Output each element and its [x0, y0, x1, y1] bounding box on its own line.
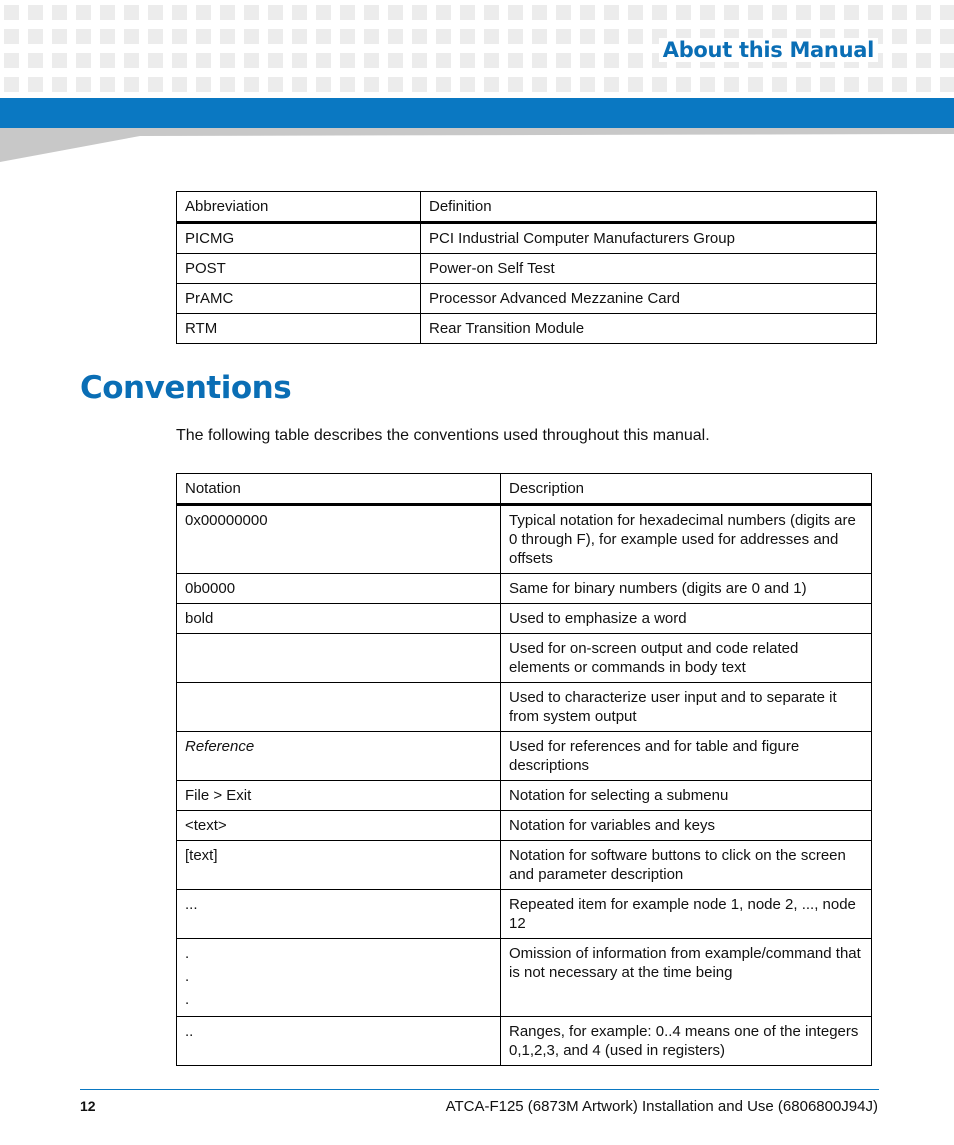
conventions-table	[176, 473, 872, 1066]
pattern-square	[628, 5, 643, 20]
pattern-square	[4, 29, 19, 44]
omission-dot: .	[185, 991, 190, 1008]
pattern-square	[76, 53, 91, 68]
notation-cell: ..	[177, 1017, 501, 1066]
pattern-square	[652, 77, 667, 92]
pattern-square	[868, 77, 883, 92]
description-cell: Typical notation for hexadecimal numbers (digits are 0 through F), for example used for addresses and offsets	[501, 505, 872, 574]
pattern-square	[388, 29, 403, 44]
pattern-square	[412, 77, 427, 92]
pattern-square	[100, 53, 115, 68]
pattern-square	[316, 77, 331, 92]
pattern-square	[436, 53, 451, 68]
pattern-square	[244, 5, 259, 20]
pattern-square	[508, 53, 523, 68]
pattern-square	[892, 5, 907, 20]
pattern-square	[916, 29, 931, 44]
pattern-square	[868, 5, 883, 20]
pattern-square	[628, 77, 643, 92]
pattern-square	[460, 53, 475, 68]
pattern-square	[340, 29, 355, 44]
notation-cell	[177, 683, 501, 732]
pattern-square	[796, 77, 811, 92]
pattern-square	[28, 29, 43, 44]
description-cell: Notation for software buttons to click on the screen and parameter description	[501, 841, 872, 890]
pattern-square	[436, 29, 451, 44]
pattern-square	[172, 5, 187, 20]
pattern-square	[316, 29, 331, 44]
omission-dot: .	[185, 968, 190, 985]
pattern-square	[748, 5, 763, 20]
pattern-square	[412, 29, 427, 44]
pattern-square	[772, 77, 787, 92]
pattern-square	[412, 5, 427, 20]
pattern-square	[172, 77, 187, 92]
page-number: 12	[80, 1098, 96, 1114]
description-cell: Same for binary numbers (digits are 0 and 1)	[501, 574, 872, 604]
pattern-square	[556, 29, 571, 44]
pattern-square	[196, 29, 211, 44]
pattern-square	[604, 29, 619, 44]
pattern-square	[916, 77, 931, 92]
pattern-square	[892, 77, 907, 92]
pattern-square	[484, 77, 499, 92]
pattern-square	[292, 77, 307, 92]
pattern-square	[172, 29, 187, 44]
table-row	[177, 781, 872, 811]
pattern-square	[124, 5, 139, 20]
pattern-square	[820, 5, 835, 20]
pattern-square	[4, 77, 19, 92]
conventions-intro: The following table describes the conventions used throughout this manual.	[176, 427, 710, 444]
pattern-square	[340, 53, 355, 68]
pattern-square	[124, 53, 139, 68]
footer-divider	[80, 1089, 879, 1090]
pattern-square	[748, 77, 763, 92]
table-row	[177, 634, 872, 683]
notation-cell: [text]	[177, 841, 501, 890]
pattern-square	[916, 5, 931, 20]
pattern-square	[268, 5, 283, 20]
pattern-square	[364, 29, 379, 44]
pattern-square	[580, 77, 595, 92]
notation-cell	[177, 939, 501, 1017]
pattern-square	[148, 5, 163, 20]
table-header-row	[177, 192, 877, 223]
pattern-square	[292, 53, 307, 68]
pattern-square	[532, 77, 547, 92]
table-row	[177, 284, 877, 314]
pattern-square	[940, 77, 954, 92]
pattern-square	[4, 53, 19, 68]
description-cell: Notation for selecting a submenu	[501, 781, 872, 811]
pattern-square	[724, 77, 739, 92]
section-title: About this Manual	[659, 38, 878, 62]
notation-cell: File > Exit	[177, 781, 501, 811]
pattern-square	[196, 53, 211, 68]
omission-dot: .	[185, 945, 190, 962]
pattern-square	[364, 5, 379, 20]
pattern-square	[652, 5, 667, 20]
pattern-square	[580, 53, 595, 68]
pattern-square	[604, 53, 619, 68]
pattern-square	[52, 29, 67, 44]
pattern-square	[196, 5, 211, 20]
pattern-square	[724, 5, 739, 20]
column-header-description: Description	[501, 474, 872, 505]
abbreviation-cell: RTM	[177, 314, 421, 344]
pattern-square	[820, 77, 835, 92]
pattern-square	[268, 77, 283, 92]
pattern-square	[100, 77, 115, 92]
table-row	[177, 732, 872, 781]
pattern-square	[532, 53, 547, 68]
notation-cell	[177, 634, 501, 683]
description-cell: Omission of information from example/command that is not necessary at the time being	[501, 939, 872, 1017]
description-cell: Used to emphasize a word	[501, 604, 872, 634]
pattern-square	[52, 5, 67, 20]
pattern-square	[388, 5, 403, 20]
pattern-square	[532, 5, 547, 20]
pattern-square	[412, 53, 427, 68]
pattern-square	[76, 29, 91, 44]
notation-cell: bold	[177, 604, 501, 634]
column-header-notation: Notation	[177, 474, 501, 505]
description-cell: Repeated item for example node 1, node 2, ..., node 12	[501, 890, 872, 939]
pattern-square	[100, 29, 115, 44]
header-blue-bar	[0, 98, 954, 128]
column-header-abbreviation: Abbreviation	[177, 192, 421, 223]
table-row	[177, 505, 872, 574]
table-row	[177, 841, 872, 890]
pattern-square	[340, 5, 355, 20]
pattern-square	[508, 29, 523, 44]
pattern-square	[484, 53, 499, 68]
pattern-square	[364, 77, 379, 92]
description-cell: Used to characterize user input and to separate it from system output	[501, 683, 872, 732]
table-row	[177, 1017, 872, 1066]
pattern-square	[580, 29, 595, 44]
abbreviation-table	[176, 191, 877, 344]
pattern-square	[388, 77, 403, 92]
definition-cell: PCI Industrial Computer Manufacturers Group	[421, 223, 877, 254]
pattern-square	[436, 77, 451, 92]
pattern-square	[220, 29, 235, 44]
pattern-square	[340, 77, 355, 92]
pattern-square	[484, 29, 499, 44]
pattern-square	[364, 53, 379, 68]
pattern-square	[916, 53, 931, 68]
definition-cell: Rear Transition Module	[421, 314, 877, 344]
notation-cell: ...	[177, 890, 501, 939]
table-row	[177, 254, 877, 284]
table-row	[177, 604, 872, 634]
pattern-square	[508, 77, 523, 92]
definition-cell: Power-on Self Test	[421, 254, 877, 284]
pattern-square	[700, 5, 715, 20]
pattern-square	[796, 5, 811, 20]
pattern-square	[892, 29, 907, 44]
pattern-square	[244, 29, 259, 44]
pattern-square	[388, 53, 403, 68]
pattern-square	[628, 29, 643, 44]
pattern-square	[52, 77, 67, 92]
document-title: ATCA-F125 (6873M Artwork) Installation and Use (6806800J94J)	[445, 1098, 878, 1115]
table-row	[177, 939, 872, 1017]
pattern-square	[556, 5, 571, 20]
table-row	[177, 223, 877, 254]
pattern-square	[676, 77, 691, 92]
pattern-square	[28, 5, 43, 20]
pattern-square	[940, 53, 954, 68]
pattern-square	[700, 77, 715, 92]
notation-cell: Reference	[177, 732, 501, 781]
header-gray-swoosh	[0, 128, 954, 164]
pattern-square	[268, 53, 283, 68]
table-row	[177, 314, 877, 344]
pattern-square	[604, 77, 619, 92]
pattern-square	[580, 5, 595, 20]
pattern-square	[76, 77, 91, 92]
description-cell: Ranges, for example: 0..4 means one of the integers 0,1,2,3, and 4 (used in registers)	[501, 1017, 872, 1066]
pattern-square	[436, 5, 451, 20]
notation-cell: 0b0000	[177, 574, 501, 604]
pattern-square	[628, 53, 643, 68]
pattern-square	[316, 5, 331, 20]
pattern-square	[244, 77, 259, 92]
pattern-square	[244, 53, 259, 68]
table-header-row	[177, 474, 872, 505]
pattern-square	[52, 53, 67, 68]
conventions-heading: Conventions	[80, 370, 292, 406]
notation-cell: 0x00000000	[177, 505, 501, 574]
table-row	[177, 811, 872, 841]
table-row	[177, 574, 872, 604]
pattern-square	[484, 5, 499, 20]
pattern-square	[28, 53, 43, 68]
pattern-square	[4, 5, 19, 20]
pattern-square	[892, 53, 907, 68]
table-row	[177, 890, 872, 939]
pattern-square	[220, 77, 235, 92]
abbreviation-cell: POST	[177, 254, 421, 284]
description-cell: Notation for variables and keys	[501, 811, 872, 841]
notation-cell: <text>	[177, 811, 501, 841]
pattern-square	[292, 5, 307, 20]
pattern-square	[556, 53, 571, 68]
pattern-square	[220, 53, 235, 68]
pattern-square	[124, 29, 139, 44]
pattern-square	[28, 77, 43, 92]
definition-cell: Processor Advanced Mezzanine Card	[421, 284, 877, 314]
pattern-square	[772, 5, 787, 20]
pattern-square	[316, 53, 331, 68]
pattern-square	[292, 29, 307, 44]
pattern-square	[460, 29, 475, 44]
pattern-square	[220, 5, 235, 20]
abbreviation-cell: PrAMC	[177, 284, 421, 314]
pattern-square	[148, 77, 163, 92]
column-header-definition: Definition	[421, 192, 877, 223]
pattern-square	[940, 29, 954, 44]
pattern-square	[676, 5, 691, 20]
pattern-square	[940, 5, 954, 20]
pattern-square	[76, 5, 91, 20]
pattern-square	[460, 77, 475, 92]
pattern-square	[556, 77, 571, 92]
description-cell: Used for references and for table and figure descriptions	[501, 732, 872, 781]
pattern-square	[172, 53, 187, 68]
pattern-square	[268, 29, 283, 44]
pattern-square	[460, 5, 475, 20]
abbreviation-cell: PICMG	[177, 223, 421, 254]
pattern-square	[604, 5, 619, 20]
pattern-square	[844, 77, 859, 92]
pattern-square	[148, 53, 163, 68]
pattern-square	[124, 77, 139, 92]
pattern-square	[508, 5, 523, 20]
pattern-square	[196, 77, 211, 92]
table-row	[177, 683, 872, 732]
pattern-square	[844, 5, 859, 20]
pattern-square	[532, 29, 547, 44]
pattern-square	[100, 5, 115, 20]
pattern-square	[148, 29, 163, 44]
description-cell: Used for on-screen output and code related elements or commands in body text	[501, 634, 872, 683]
